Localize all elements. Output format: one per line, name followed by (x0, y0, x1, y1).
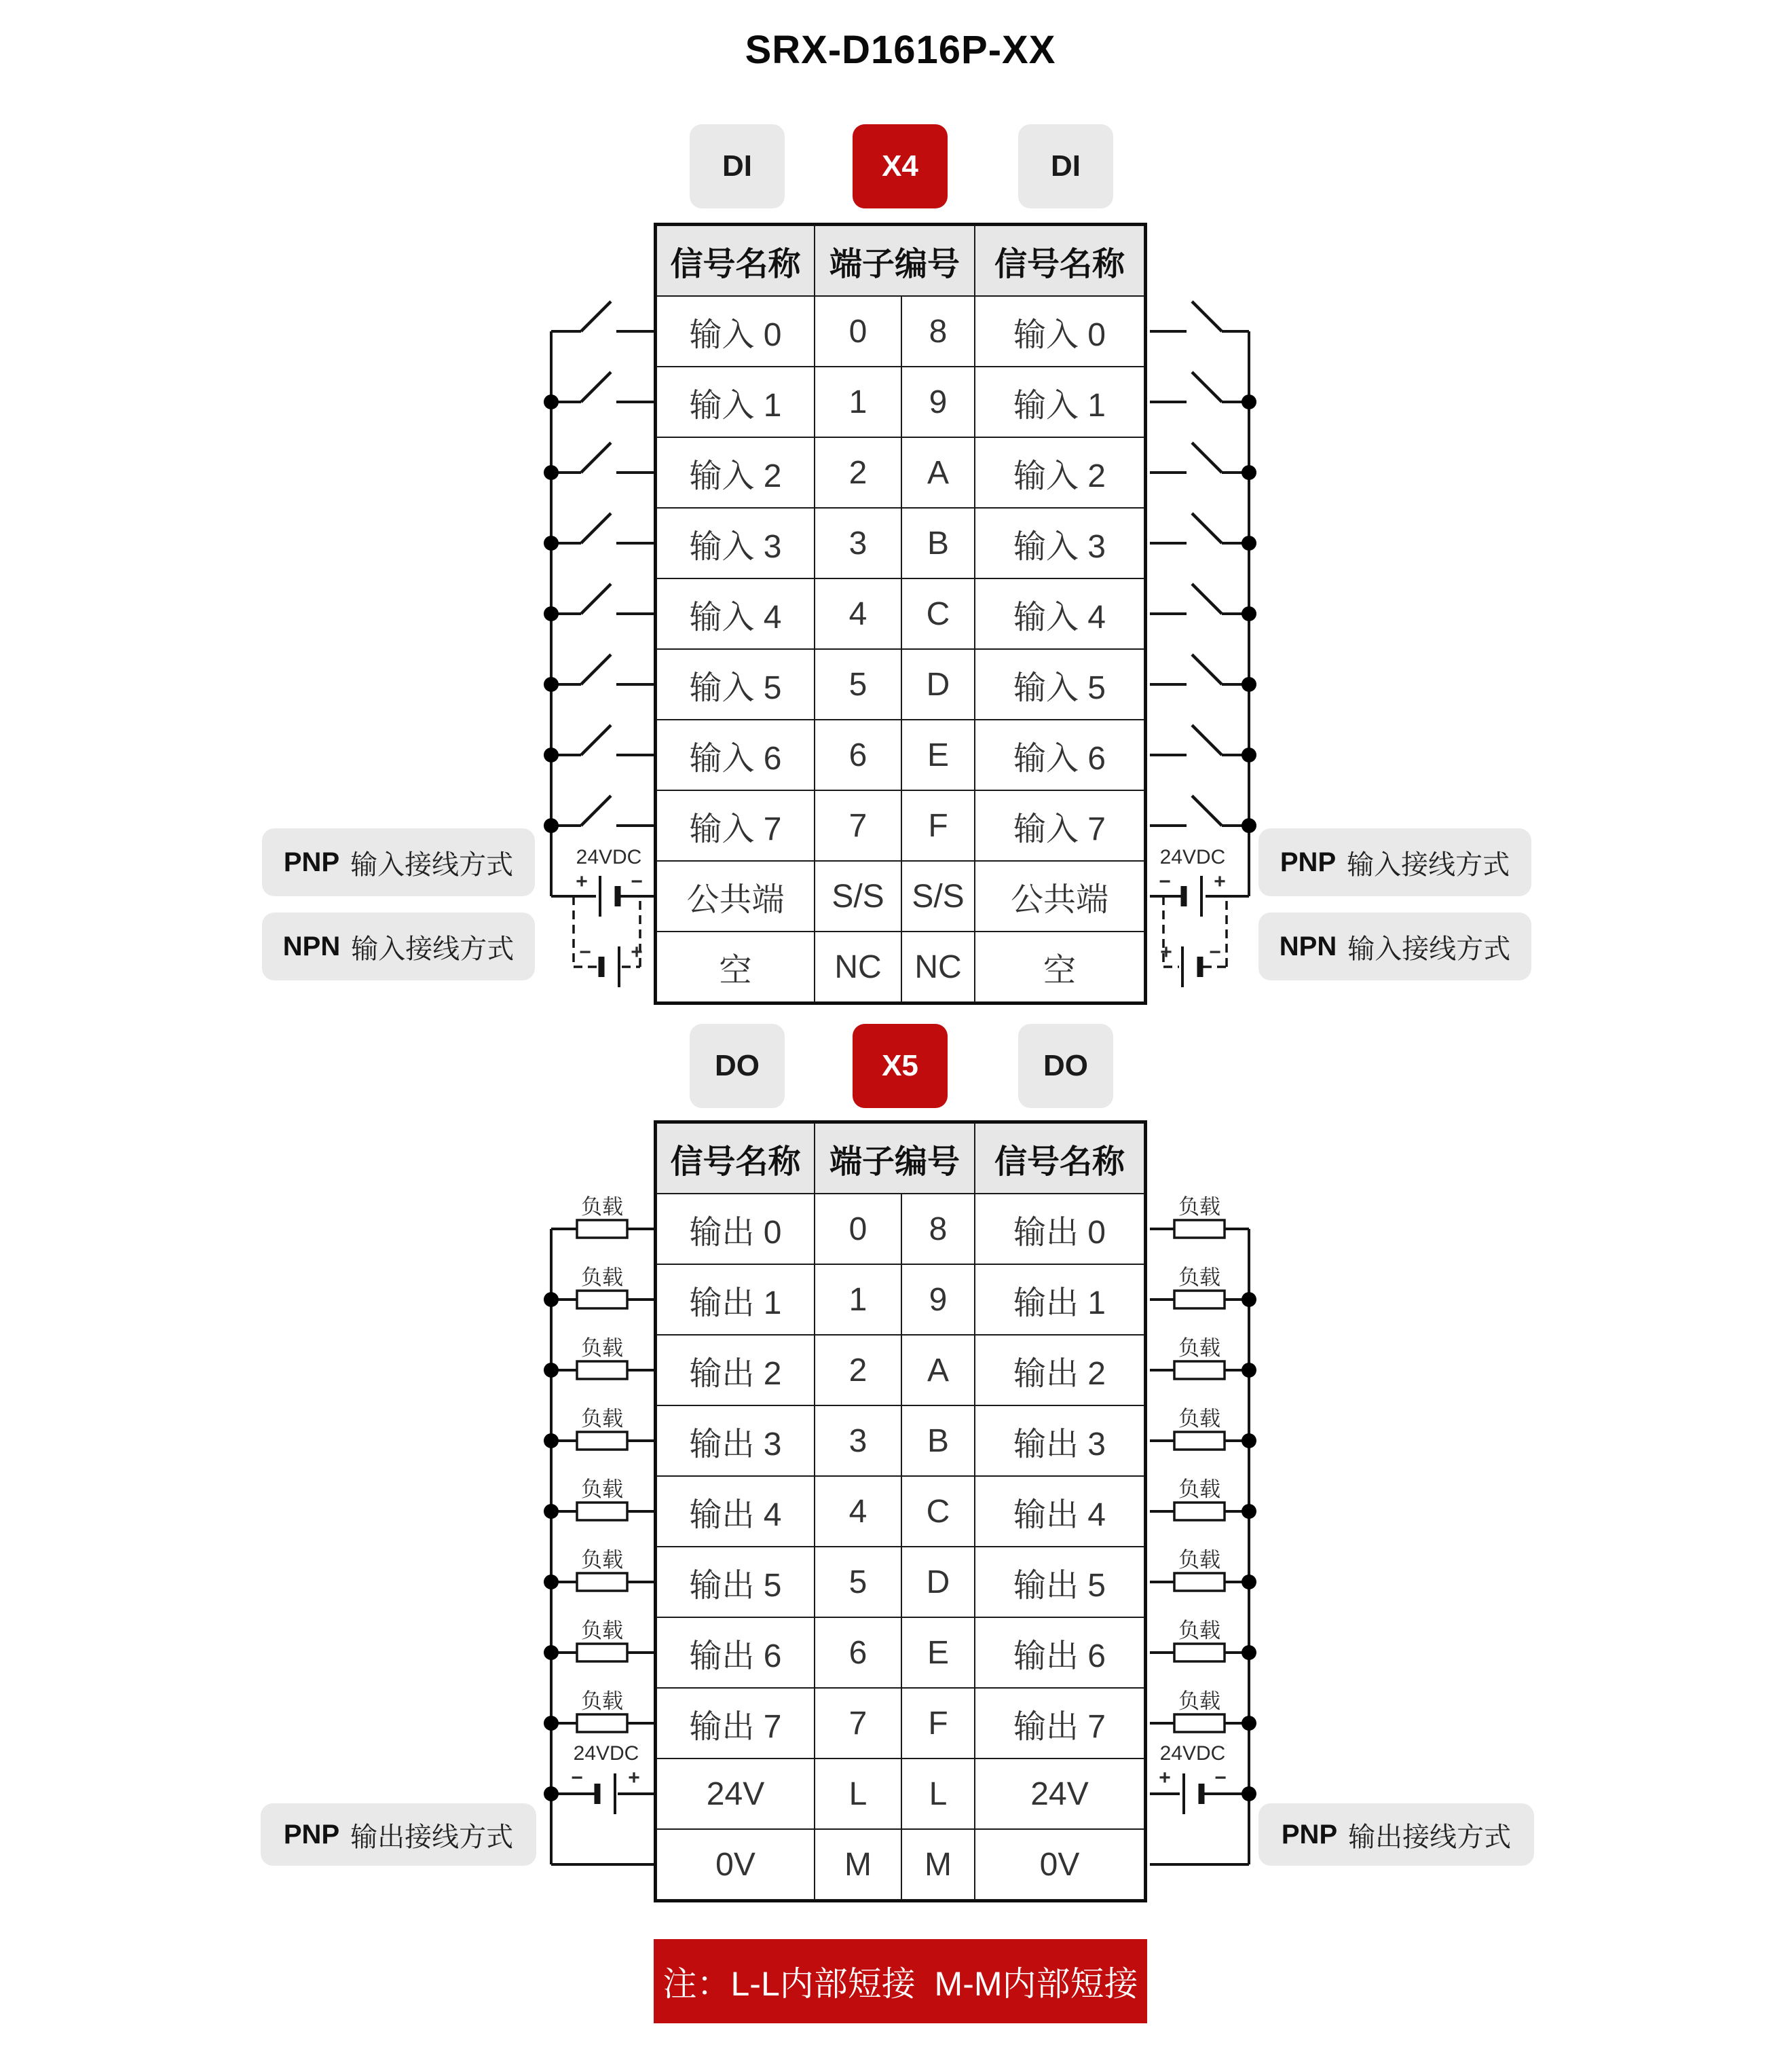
table-cell: C (901, 1476, 975, 1547)
table-cell: A (901, 437, 975, 508)
di-left-battery-npn-icon (574, 896, 640, 967)
load-label: 负载 (1178, 1619, 1220, 1642)
table-cell: 输出 0 (656, 1194, 815, 1264)
label-bold: PNP (1280, 847, 1337, 877)
di-right-switch-icons (1192, 301, 1222, 826)
label-npn-input-wiring-right (1258, 913, 1531, 980)
table-cell: M (815, 1829, 901, 1900)
load-label: 负载 (581, 1689, 623, 1713)
load-label: 负载 (1178, 1266, 1220, 1289)
table-cell: 6 (815, 720, 901, 790)
table-cell: 9 (901, 1264, 975, 1335)
table-cell: 6 (815, 1617, 901, 1688)
badge-do-left: DO (690, 1024, 785, 1108)
table-cell: 公共端 (975, 861, 1144, 932)
column-header: 端子编号 (815, 225, 975, 296)
table-cell: 输出 1 (656, 1264, 815, 1335)
load-label: 负载 (581, 1336, 623, 1360)
table-cell: 输入 3 (656, 508, 815, 578)
label-bold: NPN (1279, 931, 1337, 961)
column-header: 端子编号 (815, 1123, 975, 1194)
table-cell: 输出 0 (975, 1194, 1144, 1264)
table-cell: 输出 6 (656, 1617, 815, 1688)
table-cell: 24V (656, 1759, 815, 1829)
badge-di-right: DI (1018, 124, 1113, 208)
plus-sign: + (1160, 941, 1172, 963)
table-cell: B (901, 508, 975, 578)
table-cell: F (901, 1688, 975, 1759)
table-cell: 输入 1 (656, 367, 815, 437)
di-left-bus-wire (551, 331, 654, 896)
table-cell: 输入 4 (656, 578, 815, 649)
minus-sign: − (631, 870, 643, 893)
label-pnp-input-wiring-left (262, 828, 535, 896)
table-cell: 输出 3 (975, 1405, 1144, 1476)
page-title: SRX-D1616P-XX (745, 28, 1056, 72)
supply-label: 24VDC (576, 846, 642, 868)
table-cell: 1 (815, 1264, 901, 1335)
table-cell: L (815, 1759, 901, 1829)
table-cell: 输出 2 (975, 1335, 1144, 1405)
di-right-battery-pnp-icon (1150, 876, 1249, 917)
table-cell: S/S (901, 861, 975, 932)
label-text: 输入接线方式 (1347, 934, 1511, 964)
table-cell: NC (815, 932, 901, 1002)
label-pnp-output-wiring-right (1258, 1803, 1534, 1866)
table-cell: 7 (815, 1688, 901, 1759)
badge-x4-connector: X4 (853, 124, 948, 208)
plus-sign: + (631, 941, 643, 963)
plus-sign: + (1214, 870, 1226, 893)
do-left-bus-wire (551, 1229, 654, 1864)
column-header: 信号名称 (656, 225, 815, 296)
load-label: 负载 (1178, 1548, 1220, 1572)
plus-sign: + (576, 870, 588, 893)
label-bold: PNP (1281, 1819, 1338, 1849)
load-label: 负载 (1178, 1477, 1220, 1501)
table-cell: 输入 5 (975, 649, 1144, 720)
table-cell: 9 (901, 367, 975, 437)
table-cell: 输出 7 (656, 1688, 815, 1759)
load-label: 负载 (581, 1266, 623, 1289)
table-cell: 输入 0 (656, 296, 815, 367)
di-terminal-table (654, 223, 1147, 1005)
badge-x5-connector: X5 (853, 1024, 948, 1108)
label-pnp-output-wiring-left (261, 1803, 536, 1866)
table-cell: 4 (815, 578, 901, 649)
label-npn-input-wiring-left (262, 913, 535, 980)
table-cell: 0V (975, 1829, 1144, 1900)
table-cell: 输出 4 (975, 1476, 1144, 1547)
table-cell: 0 (815, 296, 901, 367)
table-cell: D (901, 649, 975, 720)
table-cell: 3 (815, 508, 901, 578)
di-right-battery-npn-plates (1182, 946, 1200, 987)
badge-di-left: DI (690, 124, 785, 208)
table-cell: 输出 5 (975, 1547, 1144, 1617)
table-cell: F (901, 790, 975, 861)
do-right-bus-wire (1150, 1229, 1249, 1864)
table-cell: 输出 5 (656, 1547, 815, 1617)
table-cell: 2 (815, 437, 901, 508)
plus-sign: + (1159, 1767, 1171, 1789)
load-label: 负载 (581, 1477, 623, 1501)
table-cell: C (901, 578, 975, 649)
table-cell: 输入 5 (656, 649, 815, 720)
table-cell: 5 (815, 649, 901, 720)
table-cell: 空 (656, 932, 815, 1002)
table-cell: 输出 6 (975, 1617, 1144, 1688)
supply-label: 24VDC (1159, 1742, 1226, 1765)
table-cell: 输入 3 (975, 508, 1144, 578)
table-cell: 输出 1 (975, 1264, 1144, 1335)
di-right-battery-npn-icon (1163, 896, 1227, 967)
table-cell: L (901, 1759, 975, 1829)
table-cell: 2 (815, 1335, 901, 1405)
table-cell: S/S (815, 861, 901, 932)
do-left-load-resistor-icons (577, 1220, 627, 1732)
table-cell: 输入 2 (975, 437, 1144, 508)
di-right-bus-wire (1150, 331, 1249, 896)
table-cell: 4 (815, 1476, 901, 1547)
minus-sign: − (1159, 870, 1171, 893)
minus-sign: − (1214, 1767, 1227, 1789)
label-text: 输出接线方式 (1348, 1822, 1512, 1852)
table-cell: 输入 7 (975, 790, 1144, 861)
table-cell: 输入 0 (975, 296, 1144, 367)
supply-label: 24VDC (1159, 846, 1226, 868)
supply-label: 24VDC (573, 1742, 639, 1765)
table-cell: 7 (815, 790, 901, 861)
di-left-battery-npn-plates (601, 946, 619, 987)
di-left-battery-pnp-icon (551, 876, 654, 917)
table-cell: 输入 4 (975, 578, 1144, 649)
column-header: 信号名称 (975, 1123, 1144, 1194)
label-text: 输出接线方式 (350, 1822, 514, 1852)
table-cell: M (901, 1829, 975, 1900)
load-label: 负载 (1178, 1195, 1220, 1219)
do-terminal-table (654, 1120, 1147, 1902)
minus-sign: − (1209, 941, 1221, 963)
table-cell: 8 (901, 296, 975, 367)
table-cell: 8 (901, 1194, 975, 1264)
load-label: 负载 (1178, 1689, 1220, 1713)
do-left-battery-pnp-icon (551, 1773, 654, 1814)
label-text: 输入接线方式 (351, 934, 515, 964)
do-right-battery-pnp-icon (1150, 1773, 1249, 1814)
minus-sign: − (579, 941, 591, 963)
table-cell: E (901, 720, 975, 790)
table-cell: 输出 2 (656, 1335, 815, 1405)
table-cell: 输出 3 (656, 1405, 815, 1476)
table-cell: 0 (815, 1194, 901, 1264)
load-label: 负载 (1178, 1336, 1220, 1360)
label-text: 输入接线方式 (350, 849, 514, 880)
table-cell: 输出 4 (656, 1476, 815, 1547)
load-label: 负载 (581, 1407, 623, 1431)
plus-sign: + (628, 1767, 640, 1789)
load-label: 负载 (1178, 1407, 1220, 1431)
table-cell: 公共端 (656, 861, 815, 932)
table-cell: 5 (815, 1547, 901, 1617)
label-bold: PNP (283, 847, 340, 877)
column-header: 信号名称 (975, 225, 1144, 296)
table-cell: 0V (656, 1829, 815, 1900)
load-label: 负载 (581, 1548, 623, 1572)
minus-sign: − (571, 1767, 583, 1789)
load-label: 负载 (581, 1619, 623, 1642)
label-bold: NPN (282, 931, 341, 961)
label-text: 输入接线方式 (1347, 849, 1510, 880)
table-cell: 输入 6 (656, 720, 815, 790)
table-cell: 空 (975, 932, 1144, 1002)
table-cell: 24V (975, 1759, 1144, 1829)
table-cell: E (901, 1617, 975, 1688)
do-right-load-resistor-icons (1174, 1220, 1225, 1732)
badge-do-right: DO (1018, 1024, 1113, 1108)
table-cell: 3 (815, 1405, 901, 1476)
table-cell: 输入 6 (975, 720, 1144, 790)
table-cell: 1 (815, 367, 901, 437)
load-label: 负载 (581, 1195, 623, 1219)
table-cell: D (901, 1547, 975, 1617)
table-cell: 输出 7 (975, 1688, 1144, 1759)
table-cell: 输入 2 (656, 437, 815, 508)
footer-note: 注：L-L内部短接 M-M内部短接 (654, 1939, 1147, 2023)
table-cell: NC (901, 932, 975, 1002)
di-left-switch-icons (581, 301, 611, 826)
label-bold: PNP (283, 1819, 340, 1849)
label-pnp-input-wiring-right (1258, 828, 1531, 896)
column-header: 信号名称 (656, 1123, 815, 1194)
table-cell: A (901, 1335, 975, 1405)
table-cell: 输入 1 (975, 367, 1144, 437)
table-cell: B (901, 1405, 975, 1476)
table-cell: 输入 7 (656, 790, 815, 861)
